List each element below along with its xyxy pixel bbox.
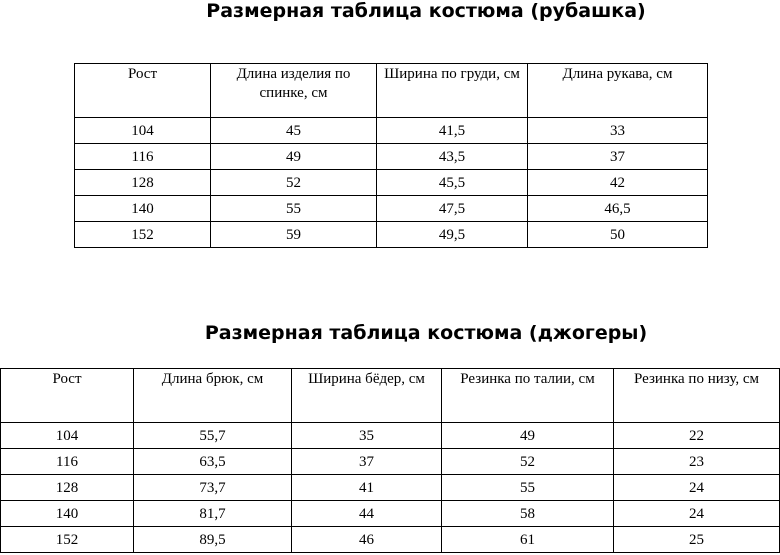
cell-sleeve-length: 33 [528,118,708,144]
table-row [75,170,708,196]
header-hip-width: Ширина бёдер, см [292,369,442,423]
cell-trouser-length: 63,5 [134,449,292,475]
cell-chest-width: 43,5 [377,144,528,170]
table-header-row [1,369,780,423]
cell-waist-elastic: 61 [442,527,614,553]
table-row [1,475,780,501]
header-trouser-length: Длина брюк, см [134,369,292,423]
table-row [75,118,708,144]
table-row [1,527,780,553]
table-row [1,423,780,449]
cell-sleeve-length: 37 [528,144,708,170]
cell-back-length: 52 [211,170,377,196]
cell-hip-width: 44 [292,501,442,527]
table-row [75,144,708,170]
cell-chest-width: 47,5 [377,196,528,222]
cell-height: 104 [1,423,134,449]
header-hem-elastic: Резинка по низу, см [614,369,780,423]
cell-chest-width: 49,5 [377,222,528,248]
cell-chest-width: 41,5 [377,118,528,144]
shirt-size-table-title: Размерная таблица костюма (рубашка) [206,0,646,22]
shirt-size-table [74,63,708,248]
cell-trouser-length: 89,5 [134,527,292,553]
cell-back-length: 49 [211,144,377,170]
table-header-row [75,64,708,118]
jogger-size-table-title: Размерная таблица костюма (джогеры) [204,322,648,344]
cell-waist-elastic: 55 [442,475,614,501]
cell-chest-width: 45,5 [377,170,528,196]
header-waist-elastic: Резинка по талии, см [442,369,614,423]
cell-hip-width: 35 [292,423,442,449]
cell-height: 116 [1,449,134,475]
header-height: Рост [1,369,134,423]
cell-hem-elastic: 22 [614,423,780,449]
cell-height: 152 [75,222,211,248]
cell-hem-elastic: 24 [614,501,780,527]
table-row [75,196,708,222]
table-row [1,501,780,527]
cell-hem-elastic: 25 [614,527,780,553]
cell-back-length: 45 [211,118,377,144]
cell-back-length: 55 [211,196,377,222]
cell-trouser-length: 55,7 [134,423,292,449]
cell-back-length: 59 [211,222,377,248]
cell-sleeve-length: 46,5 [528,196,708,222]
header-chest-width: Ширина по груди, см [377,64,528,118]
cell-sleeve-length: 42 [528,170,708,196]
header-back-length: Длина изделия по спинке, см [211,64,377,118]
cell-hip-width: 46 [292,527,442,553]
cell-hem-elastic: 24 [614,475,780,501]
jogger-size-table [0,368,780,553]
cell-height: 104 [75,118,211,144]
cell-height: 116 [75,144,211,170]
cell-trouser-length: 73,7 [134,475,292,501]
cell-trouser-length: 81,7 [134,501,292,527]
cell-height: 152 [1,527,134,553]
table-row [75,222,708,248]
cell-height: 128 [1,475,134,501]
cell-height: 128 [75,170,211,196]
cell-height: 140 [75,196,211,222]
cell-waist-elastic: 49 [442,423,614,449]
cell-hip-width: 37 [292,449,442,475]
table-row [1,449,780,475]
cell-waist-elastic: 52 [442,449,614,475]
header-sleeve-length: Длина рукава, см [528,64,708,118]
cell-hip-width: 41 [292,475,442,501]
header-height: Рост [75,64,211,118]
cell-sleeve-length: 50 [528,222,708,248]
cell-waist-elastic: 58 [442,501,614,527]
cell-hem-elastic: 23 [614,449,780,475]
cell-height: 140 [1,501,134,527]
